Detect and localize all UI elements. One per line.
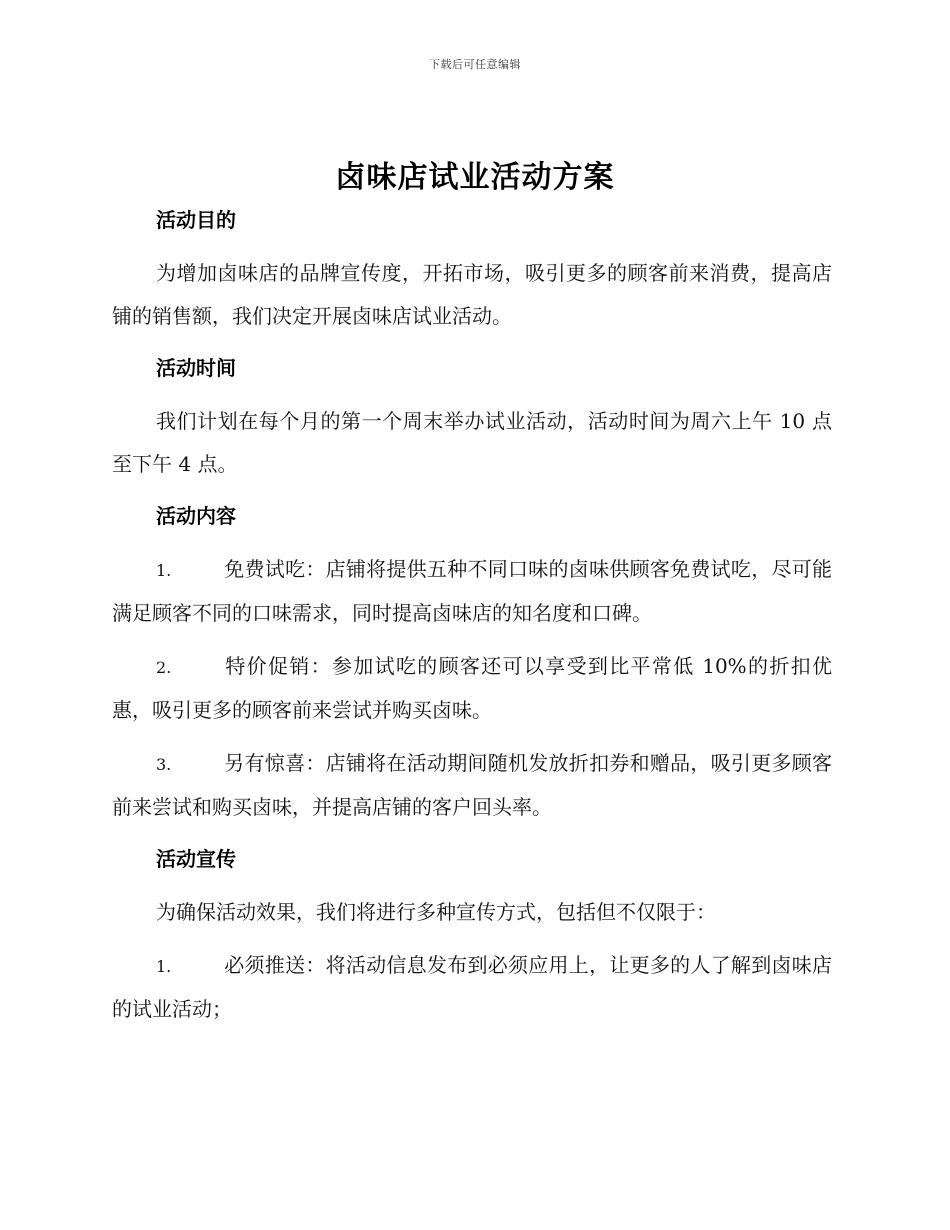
section-heading-purpose: 活动目的 <box>156 208 236 232</box>
list-number: 1. <box>156 957 172 976</box>
content-list-item-3 <box>112 742 832 829</box>
section-heading-content: 活动内容 <box>156 504 236 528</box>
document-title: 卤味店试业活动方案 <box>335 160 615 195</box>
list-number: 3. <box>156 755 172 774</box>
purpose-paragraph: 为增加卤味店的品牌宣传度，开拓市场，吸引更多的顾客前来消费，提高店铺的销售额，我们决定开展卤味店试业活动。 <box>112 261 832 328</box>
time-paragraph: 我们计划在每个月的第一个周末举办试业活动，活动时间为周六上午 10 点至下午 4 点。 <box>112 409 832 476</box>
list-item-text: 另有惊喜：店铺将在活动期间随机发放折扣券和赠品，吸引更多顾客前来尝试和购买卤味，并提高店铺的客户回头率。 <box>112 751 832 819</box>
section-heading-time: 活动时间 <box>156 356 236 380</box>
header-note: 下载后可任意编辑 <box>429 58 521 71</box>
document-body <box>112 200 832 1041</box>
list-item-text: 免费试吃：店铺将提供五种不同口味的卤味供顾客免费试吃，尽可能满足顾客不同的口味需求，同时提高卤味店的知名度和口碑。 <box>112 557 832 625</box>
content-list-item-2 <box>112 645 832 732</box>
content-list-item-1 <box>112 548 832 635</box>
promotion-intro: 为确保活动效果，我们将进行多种宣传方式，包括但不仅限于： <box>156 900 716 924</box>
list-number: 2. <box>156 658 172 677</box>
list-number: 1. <box>156 561 172 580</box>
promotion-list-item-1 <box>112 944 832 1031</box>
list-item-text: 必须推送：将活动信息发布到必须应用上，让更多的人了解到卤味店的试业活动； <box>112 953 832 1021</box>
section-heading-promotion: 活动宣传 <box>156 847 236 871</box>
list-item-text: 特价促销：参加试吃的顾客还可以享受到比平常低 10%的折扣优惠，吸引更多的顾客前来尝试并购买卤味。 <box>112 654 832 722</box>
